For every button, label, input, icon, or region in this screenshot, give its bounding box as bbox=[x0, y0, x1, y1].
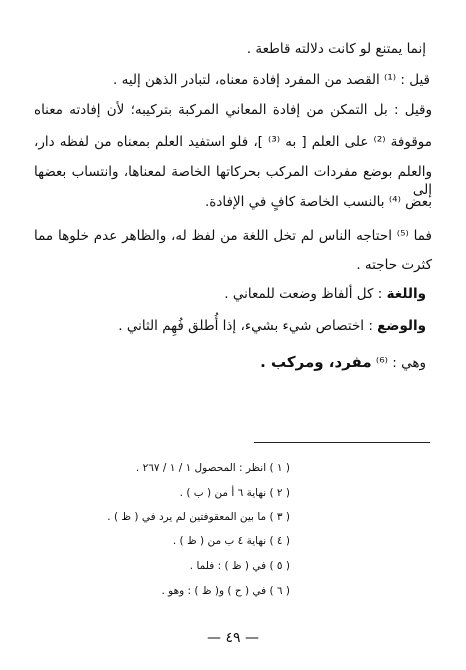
hiya-prefix: وهي : ⁽⁶⁾ bbox=[375, 355, 426, 371]
body-line-4: موقوفة ⁽²⁾ على العلم [ به ⁽³⁾ ]، فلو استفيد العلم بمعناه من لفظه دار، bbox=[34, 134, 432, 150]
footnote-6: ( ٦ ) في ( ح ) و( ظ ) : وهو . bbox=[161, 585, 290, 597]
lugha-text: : كل ألفاظ وضعت للمعاني . bbox=[224, 286, 383, 302]
lugha-term: واللغة bbox=[386, 286, 426, 302]
body-line-6: بعض ⁽⁴⁾ بالنسب الخاصة كافٍ في الإفادة. bbox=[205, 194, 432, 210]
footnote-separator bbox=[254, 442, 430, 443]
body-line-3: وقيل : بل التمكن من إفادة المعاني المركبة بتركيبه؛ لأن إفادته معناه bbox=[34, 102, 432, 118]
footnote-2: ( ٢ ) نهاية ٦ أ من ( ب ) . bbox=[179, 487, 290, 499]
body-line-5: والعلم بوضع مفردات المركب بحركاتها الخاصة لمعناها، وانتساب بعضها إلى bbox=[34, 164, 432, 198]
wad-definition bbox=[118, 317, 426, 335]
body-line-8: كثرت حاجته . bbox=[356, 257, 432, 273]
lugha-definition bbox=[224, 285, 426, 303]
body-line-7: فما ⁽⁵⁾ احتاجه الناس لم تخل اللغة من لفظ له، والظاهر عدم خلوها مما bbox=[34, 228, 432, 244]
body-line-2: قيل : ⁽¹⁾ القصد من المفرد إفادة معناه، لتبادر الذهن إليه . bbox=[113, 72, 430, 88]
hiya-bold: مفرد، ومركب . bbox=[260, 353, 372, 371]
wad-term: والوضع bbox=[377, 318, 426, 334]
footnote-4: ( ٤ ) نهاية ٤ ب من ( ظ ) . bbox=[172, 535, 290, 547]
body-line-1: إنما يمتنع لو كانت دلالته قاطعة . bbox=[246, 41, 426, 57]
wad-text: : اختصاص شيء بشيء، إذا أُطلق فُهِم الثاني . bbox=[118, 318, 373, 334]
hiya-line bbox=[260, 353, 426, 372]
footnote-5: ( ٥ ) في ( ظ ) : فلما . bbox=[189, 560, 290, 572]
footnote-3: ( ٣ ) ما بين المعقوفتين لم يرد في ( ظ ) . bbox=[107, 511, 290, 523]
page-number: — ٤٩ — bbox=[207, 630, 259, 646]
footnote-1: ( ١ ) انظر : المحصول ١ / ١ / ٢٦٧ . bbox=[135, 462, 290, 474]
